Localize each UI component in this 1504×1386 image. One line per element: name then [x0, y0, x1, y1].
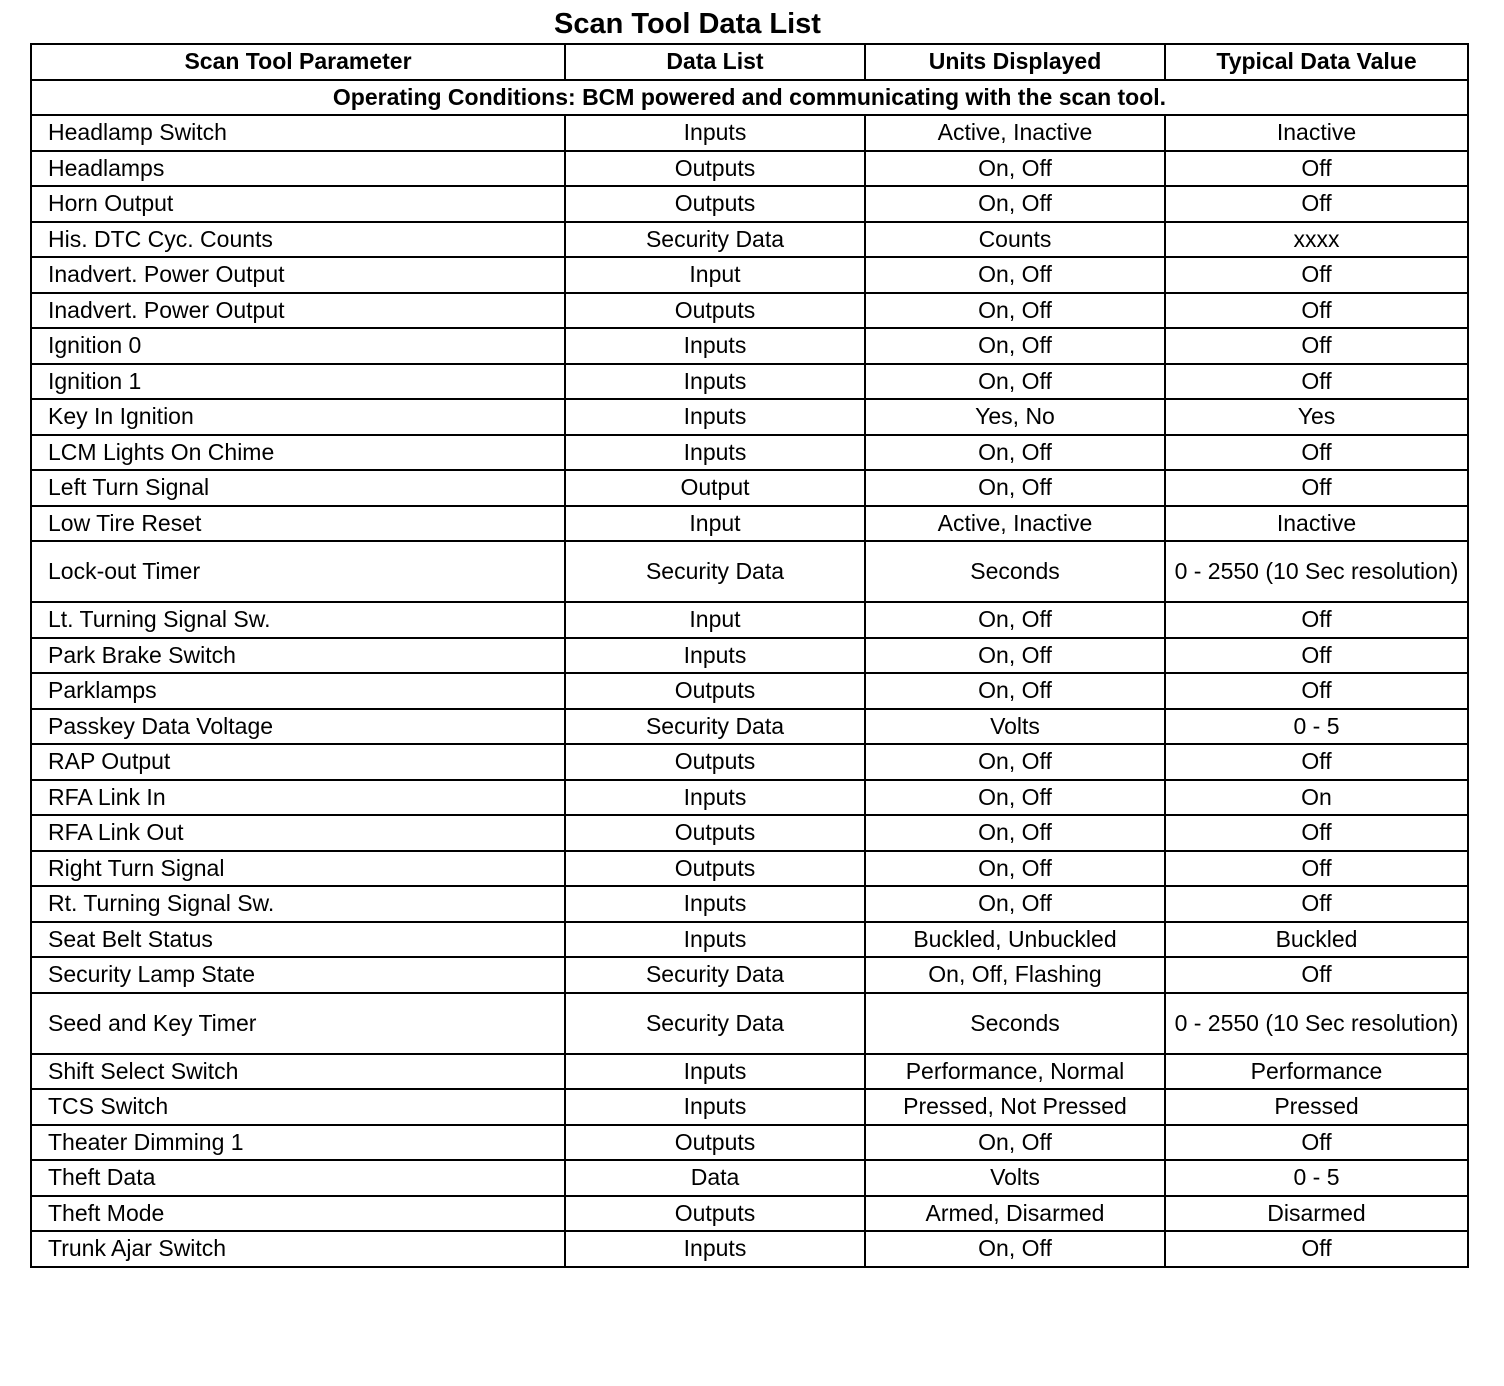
page-title: Scan Tool Data List — [554, 8, 821, 40]
cell-units: On, Off — [865, 1231, 1165, 1267]
cell-units: On, Off — [865, 293, 1165, 329]
table-row — [31, 1196, 1468, 1232]
cell-units: On, Off — [865, 364, 1165, 400]
cell-data-list: Data — [565, 1160, 865, 1196]
table-row — [31, 293, 1468, 329]
cell-units: Active, Inactive — [865, 115, 1165, 151]
header-typical-value: Typical Data Value — [1165, 44, 1468, 80]
table-row — [31, 1089, 1468, 1125]
cell-units: On, Off — [865, 673, 1165, 709]
cell-units: On, Off, Flashing — [865, 957, 1165, 993]
cell-parameter: Key In Ignition — [31, 399, 565, 435]
cell-parameter: Inadvert. Power Output — [31, 257, 565, 293]
cell-typical-value: Off — [1165, 886, 1468, 922]
cell-parameter: Ignition 1 — [31, 364, 565, 400]
cell-parameter: Left Turn Signal — [31, 470, 565, 506]
cell-typical-value: Off — [1165, 744, 1468, 780]
cell-parameter: Headlamps — [31, 151, 565, 187]
table-row — [31, 1054, 1468, 1090]
cell-units: Buckled, Unbuckled — [865, 922, 1165, 958]
table-row — [31, 602, 1468, 638]
cell-parameter: Right Turn Signal — [31, 851, 565, 887]
table-row — [31, 815, 1468, 851]
cell-typical-value: On — [1165, 780, 1468, 816]
table-row — [31, 541, 1468, 602]
cell-parameter: Seat Belt Status — [31, 922, 565, 958]
table-row — [31, 957, 1468, 993]
cell-typical-value: 0 - 5 — [1165, 709, 1468, 745]
cell-parameter: TCS Switch — [31, 1089, 565, 1125]
table-row — [31, 328, 1468, 364]
table-row — [31, 257, 1468, 293]
table-row — [31, 886, 1468, 922]
cell-typical-value: Off — [1165, 257, 1468, 293]
cell-data-list: Inputs — [565, 435, 865, 471]
scan-tool-data-table — [30, 43, 1469, 1268]
cell-parameter: Shift Select Switch — [31, 1054, 565, 1090]
table-row — [31, 470, 1468, 506]
table-row — [31, 673, 1468, 709]
cell-data-list: Outputs — [565, 1125, 865, 1161]
table-row — [31, 851, 1468, 887]
cell-typical-value: Off — [1165, 815, 1468, 851]
cell-parameter: Inadvert. Power Output — [31, 293, 565, 329]
cell-units: On, Off — [865, 886, 1165, 922]
table-row — [31, 222, 1468, 258]
cell-data-list: Security Data — [565, 993, 865, 1054]
table-row — [31, 151, 1468, 187]
cell-parameter: Low Tire Reset — [31, 506, 565, 542]
cell-data-list: Security Data — [565, 541, 865, 602]
cell-typical-value: Off — [1165, 1231, 1468, 1267]
cell-typical-value: Off — [1165, 602, 1468, 638]
table-row — [31, 1231, 1468, 1267]
cell-units: Pressed, Not Pressed — [865, 1089, 1165, 1125]
cell-units: Counts — [865, 222, 1165, 258]
cell-typical-value: Inactive — [1165, 506, 1468, 542]
cell-parameter: His. DTC Cyc. Counts — [31, 222, 565, 258]
cell-typical-value: Off — [1165, 673, 1468, 709]
cell-units: Yes, No — [865, 399, 1165, 435]
cell-typical-value: Disarmed — [1165, 1196, 1468, 1232]
cell-data-list: Outputs — [565, 744, 865, 780]
cell-typical-value: Off — [1165, 851, 1468, 887]
cell-typical-value: Off — [1165, 186, 1468, 222]
cell-typical-value: Off — [1165, 293, 1468, 329]
cell-parameter: Theater Dimming 1 — [31, 1125, 565, 1161]
cell-typical-value: Inactive — [1165, 115, 1468, 151]
cell-typical-value: 0 - 2550 (10 Sec resolution) — [1165, 993, 1468, 1054]
cell-data-list: Inputs — [565, 1089, 865, 1125]
table-row — [31, 364, 1468, 400]
cell-typical-value: 0 - 2550 (10 Sec resolution) — [1165, 541, 1468, 602]
cell-data-list: Inputs — [565, 886, 865, 922]
cell-typical-value: xxxx — [1165, 222, 1468, 258]
cell-units: Volts — [865, 1160, 1165, 1196]
cell-parameter: RFA Link In — [31, 780, 565, 816]
table-row — [31, 186, 1468, 222]
table-row — [31, 1160, 1468, 1196]
table-row — [31, 922, 1468, 958]
cell-units: On, Off — [865, 186, 1165, 222]
cell-typical-value: Performance — [1165, 1054, 1468, 1090]
cell-typical-value: Off — [1165, 638, 1468, 674]
cell-data-list: Inputs — [565, 1231, 865, 1267]
cell-typical-value: Buckled — [1165, 922, 1468, 958]
cell-typical-value: Off — [1165, 957, 1468, 993]
cell-units: On, Off — [865, 744, 1165, 780]
cell-data-list: Inputs — [565, 115, 865, 151]
table-row — [31, 993, 1468, 1054]
cell-data-list: Outputs — [565, 851, 865, 887]
cell-parameter: Lock-out Timer — [31, 541, 565, 602]
cell-units: On, Off — [865, 328, 1165, 364]
cell-parameter: Ignition 0 — [31, 328, 565, 364]
cell-data-list: Inputs — [565, 364, 865, 400]
cell-units: Performance, Normal — [865, 1054, 1165, 1090]
cell-parameter: LCM Lights On Chime — [31, 435, 565, 471]
cell-units: On, Off — [865, 1125, 1165, 1161]
cell-data-list: Input — [565, 602, 865, 638]
cell-data-list: Outputs — [565, 293, 865, 329]
table-row — [31, 780, 1468, 816]
cell-data-list: Inputs — [565, 328, 865, 364]
cell-units: Seconds — [865, 541, 1165, 602]
cell-parameter: Rt. Turning Signal Sw. — [31, 886, 565, 922]
cell-typical-value: Pressed — [1165, 1089, 1468, 1125]
cell-data-list: Security Data — [565, 709, 865, 745]
conditions-row — [31, 80, 1468, 116]
table-row — [31, 435, 1468, 471]
cell-units: On, Off — [865, 780, 1165, 816]
table-row — [31, 1125, 1468, 1161]
table-row — [31, 709, 1468, 745]
cell-parameter: Passkey Data Voltage — [31, 709, 565, 745]
cell-data-list: Security Data — [565, 957, 865, 993]
table-row — [31, 399, 1468, 435]
cell-typical-value: Off — [1165, 328, 1468, 364]
table-row — [31, 115, 1468, 151]
cell-typical-value: Off — [1165, 435, 1468, 471]
cell-data-list: Inputs — [565, 1054, 865, 1090]
table-row — [31, 506, 1468, 542]
cell-data-list: Security Data — [565, 222, 865, 258]
cell-parameter: Trunk Ajar Switch — [31, 1231, 565, 1267]
table-row — [31, 638, 1468, 674]
cell-units: Active, Inactive — [865, 506, 1165, 542]
cell-parameter: Theft Mode — [31, 1196, 565, 1232]
cell-parameter: RAP Output — [31, 744, 565, 780]
header-data-list: Data List — [565, 44, 865, 80]
cell-typical-value: Yes — [1165, 399, 1468, 435]
cell-units: Seconds — [865, 993, 1165, 1054]
cell-parameter: RFA Link Out — [31, 815, 565, 851]
cell-data-list: Outputs — [565, 815, 865, 851]
cell-units: On, Off — [865, 435, 1165, 471]
cell-data-list: Outputs — [565, 186, 865, 222]
cell-parameter: Park Brake Switch — [31, 638, 565, 674]
cell-units: On, Off — [865, 151, 1165, 187]
cell-data-list: Outputs — [565, 1196, 865, 1232]
cell-data-list: Inputs — [565, 922, 865, 958]
cell-parameter: Horn Output — [31, 186, 565, 222]
cell-typical-value: 0 - 5 — [1165, 1160, 1468, 1196]
cell-data-list: Inputs — [565, 399, 865, 435]
cell-data-list: Input — [565, 506, 865, 542]
cell-units: On, Off — [865, 602, 1165, 638]
cell-data-list: Output — [565, 470, 865, 506]
cell-typical-value: Off — [1165, 151, 1468, 187]
cell-units: Volts — [865, 709, 1165, 745]
cell-units: Armed, Disarmed — [865, 1196, 1165, 1232]
cell-data-list: Input — [565, 257, 865, 293]
cell-data-list: Outputs — [565, 151, 865, 187]
cell-parameter: Parklamps — [31, 673, 565, 709]
cell-parameter: Lt. Turning Signal Sw. — [31, 602, 565, 638]
header-parameter: Scan Tool Parameter — [31, 44, 565, 80]
cell-parameter: Seed and Key Timer — [31, 993, 565, 1054]
cell-units: On, Off — [865, 815, 1165, 851]
cell-data-list: Inputs — [565, 780, 865, 816]
cell-data-list: Inputs — [565, 638, 865, 674]
cell-parameter: Headlamp Switch — [31, 115, 565, 151]
cell-typical-value: Off — [1165, 470, 1468, 506]
operating-conditions: Operating Conditions: BCM powered and communicating with the scan tool. — [31, 80, 1468, 116]
cell-units: On, Off — [865, 638, 1165, 674]
header-row — [31, 44, 1468, 80]
header-units: Units Displayed — [865, 44, 1165, 80]
cell-parameter: Theft Data — [31, 1160, 565, 1196]
cell-data-list: Outputs — [565, 673, 865, 709]
cell-typical-value: Off — [1165, 1125, 1468, 1161]
table-row — [31, 744, 1468, 780]
cell-units: On, Off — [865, 257, 1165, 293]
cell-units: On, Off — [865, 851, 1165, 887]
cell-parameter: Security Lamp State — [31, 957, 565, 993]
cell-typical-value: Off — [1165, 364, 1468, 400]
cell-units: On, Off — [865, 470, 1165, 506]
